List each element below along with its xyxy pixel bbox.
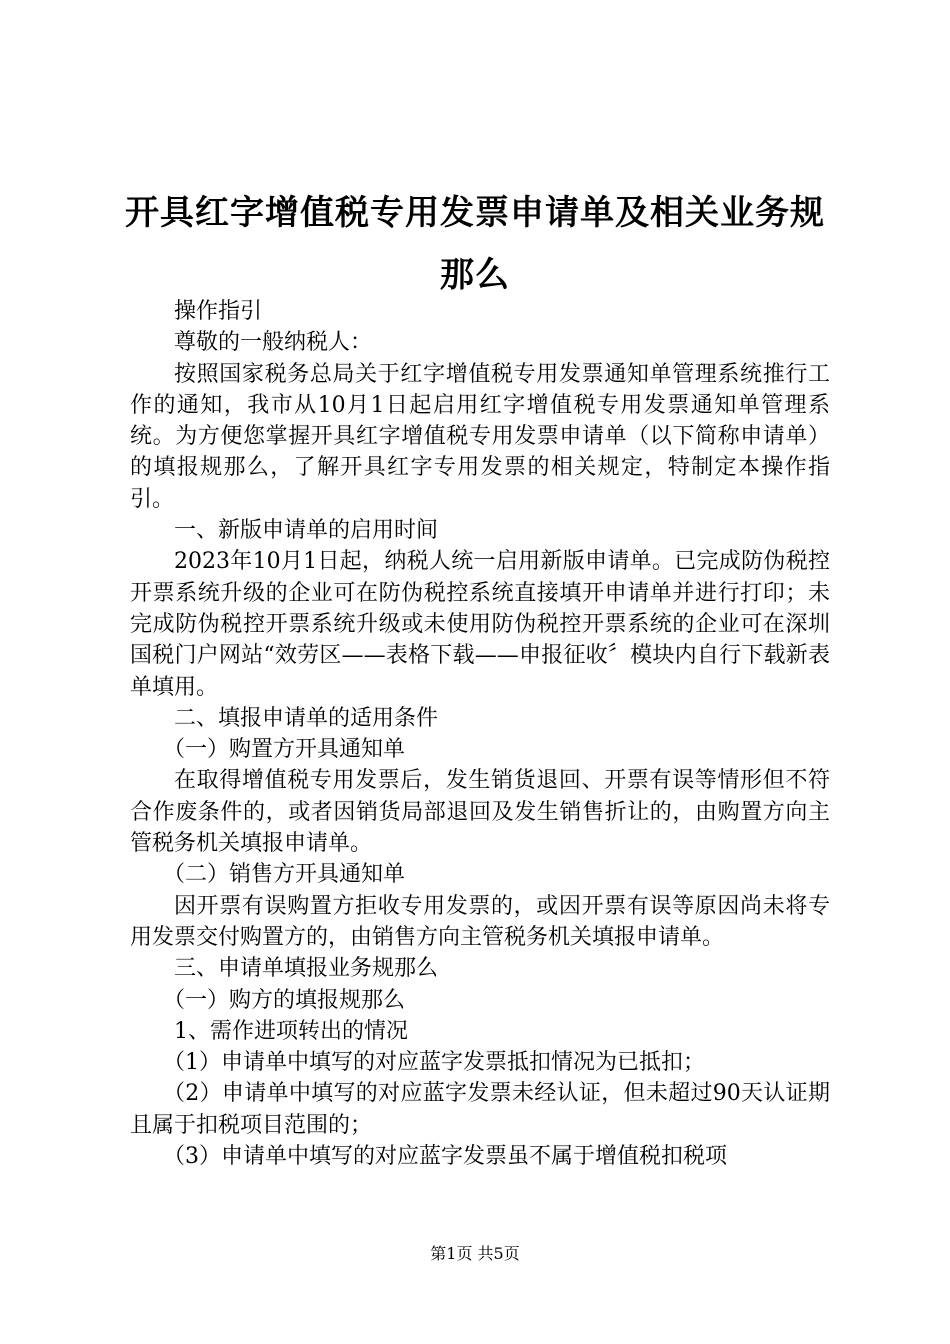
section-heading-3: 三、申请单填报业务规那么 [174,956,439,982]
paragraph-salutation: 尊敬的一般纳税人： [174,330,373,356]
list-item-2: （2）申请单中填写的对应蓝字发票未经认证，但未超过90天认证期且属于扣税项目范围的； [130,1081,830,1138]
page-footer: 第1页 共5页 [430,1244,520,1263]
paragraph-intro: 按照国家税务总局关于红字增值税专用发票通知单管理系统推行工作的通知，我市从10月1日起启用红字增值税专用发票通知单管理系统。为方便您掌握开具红字增值税专用发票申请单（以下简称申请单）的填报规那么，了解开具红字专用发票的相关规定，特制定本操作指引。 [130,361,830,512]
list-item-3: （3）申请单中填写的对应蓝字发票虽不属于增值税扣税项 [163,1144,727,1170]
list-heading-1: 1、需作进项转出的情况 [174,1018,408,1044]
section-heading-2: 二、填报申请单的适用条件 [174,705,439,731]
document-title: 开具红字增值税专用发票申请单及相关业务规那么 [125,193,825,295]
paragraph-heading-guide: 操作指引 [174,299,263,324]
list-item-1: （1）申请单中填写的对应蓝字发票抵扣情况为已抵扣； [163,1050,705,1076]
subsection-heading-2-1: （一）购置方开具通知单 [163,737,406,763]
subsection-heading-2-2: （二）销售方开具通知单 [163,862,406,888]
section-heading-1: 一、新版申请单的启用时间 [174,518,439,544]
paragraph-section-1: 2023年10月1日起，纳税人统一启用新版申请单。已完成防伪税控开票系统升级的企业可在防伪税控系统直接填开申请单并进行打印；未完成防伪税控开票系统升级或未使用防伪税控开票系统的企业可在深圳国税门户网站“效劳区——表格下载——申报征收〞模块内自行下载新表单填用。 [130,549,830,700]
document-body [130,296,830,1172]
paragraph-section-2-1: 在取得增值税专用发票后，发生销货退回、开票有误等情形但不符合作废条件的，或者因销货局部退回及发生销售折让的，由购置方向主管税务机关填报申请单。 [130,768,830,857]
paragraph-section-2-2: 因开票有误购置方拒收专用发票的，或因开票有误等原因尚未将专用发票交付购置方的，由销售方向主管税务机关填报申请单。 [130,893,830,950]
subsection-heading-3-1: （一）购方的填报规那么 [163,987,406,1013]
